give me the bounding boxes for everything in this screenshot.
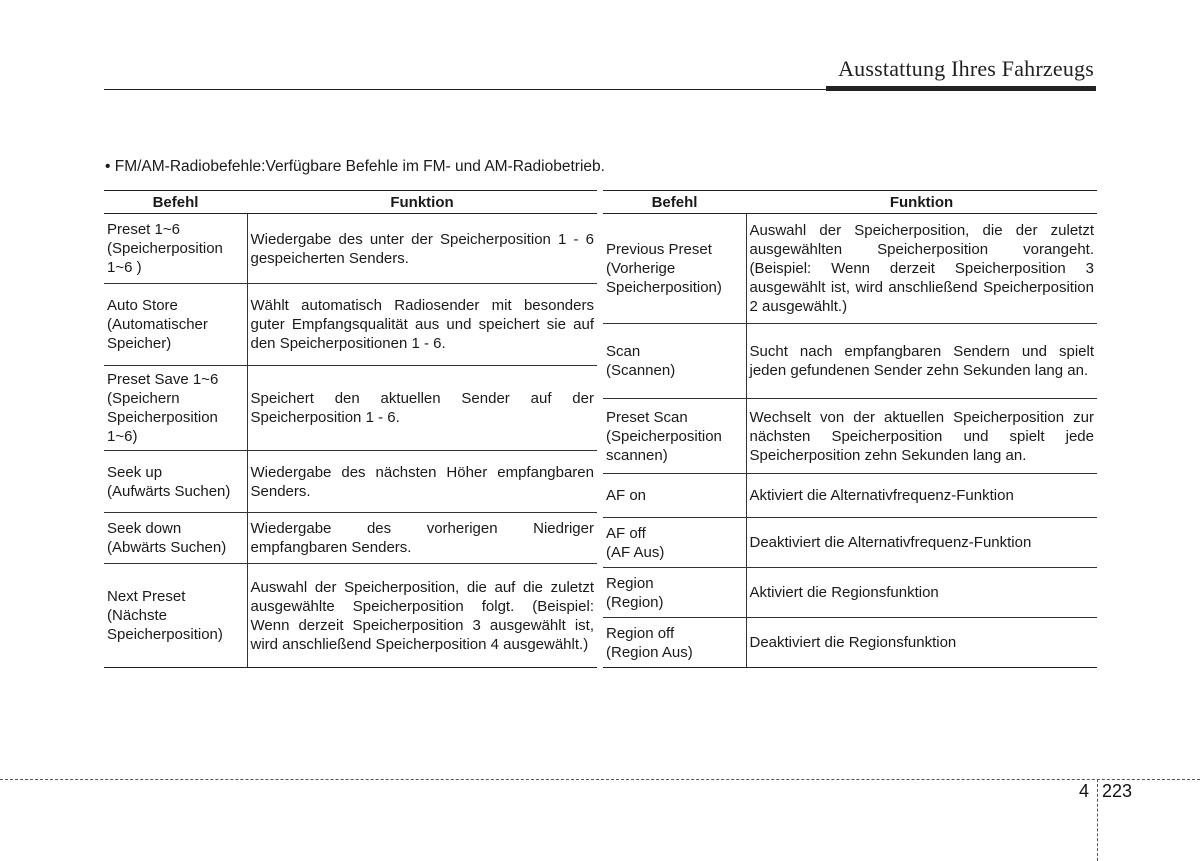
command-cell: Preset 1~6 (Speicherposition 1~6 ): [104, 214, 247, 284]
function-cell: Aktiviert die Regionsfunktion: [746, 568, 1097, 618]
column-header-funktion: Funktion: [746, 191, 1097, 214]
table-row: [104, 214, 597, 284]
function-cell: Wiedergabe des unter der Speicherposition 1 - 6 gespeicherten Senders.: [247, 214, 597, 284]
chapter-number: 4: [1079, 781, 1090, 801]
page-header-title: Ausstattung Ihres Fahrzeugs: [838, 56, 1094, 81]
function-cell: Wählt automatisch Radiosender mit besonders guter Empfangsqualität aus und speichert sie auf den Speicherpositionen 1 - 6.: [247, 284, 597, 366]
table-row: [104, 513, 597, 564]
column-header-befehl: Befehl: [104, 191, 247, 214]
header-rule-accent: [826, 86, 1096, 91]
function-cell: Auswahl der Speicherposition, die der zuletzt ausgewählten Speicherposition vorangeht. (Beispiel: Wenn derzeit Speicherposition 3 ausgewählt ist, wird anschließend Speicherposition 2 ausgewählt.): [746, 214, 1097, 324]
command-cell: Previous Preset (Vorherige Speicherposition): [603, 214, 746, 324]
table-row: [104, 366, 597, 451]
footer-dashed-rule: [0, 779, 1200, 780]
table-row: [603, 518, 1097, 568]
table-header-row: [104, 191, 597, 214]
command-cell: Seek up (Aufwärts Suchen): [104, 451, 247, 513]
table-row: [603, 568, 1097, 618]
command-cell: Region off (Region Aus): [603, 618, 746, 668]
table-row: [104, 451, 597, 513]
command-cell: AF on: [603, 474, 746, 518]
table-row: [603, 474, 1097, 518]
intro-text: • FM/AM-Radiobefehle:Verfügbare Befehle im FM- und AM-Radiobetrieb.: [105, 158, 605, 175]
command-cell: Auto Store (Automatischer Speicher): [104, 284, 247, 366]
table-row: [603, 618, 1097, 668]
function-cell: Wiedergabe des vorherigen Niedriger empfangbaren Senders.: [247, 513, 597, 564]
command-cell: Preset Save 1~6 (Speichern Speicherposition 1~6): [104, 366, 247, 451]
page-number: 223: [1102, 781, 1133, 801]
command-cell: Next Preset (Nächste Speicherposition): [104, 564, 247, 668]
command-cell: AF off (AF Aus): [603, 518, 746, 568]
command-cell: Region (Region): [603, 568, 746, 618]
function-cell: Wiedergabe des nächsten Höher empfangbaren Senders.: [247, 451, 597, 513]
function-cell: Deaktiviert die Regionsfunktion: [746, 618, 1097, 668]
table-row: [104, 564, 597, 668]
footer-dashed-divider: [1097, 779, 1098, 861]
function-cell: Auswahl der Speicherposition, die auf die zuletzt ausgewählte Speicherposition folgt. (Beispiel: Wenn derzeit Speicherposition 3 ausgewählt ist, wird anschließend Speicherposition 4 ausgewählt.): [247, 564, 597, 668]
column-header-funktion: Funktion: [247, 191, 597, 214]
command-cell: Preset Scan (Speicherposition scannen): [603, 399, 746, 474]
command-cell: Scan (Scannen): [603, 324, 746, 399]
command-table-left: [104, 190, 597, 668]
function-cell: Sucht nach empfangbaren Sendern und spielt jeden gefundenen Sender zehn Sekunden lang an.: [746, 324, 1097, 399]
column-header-befehl: Befehl: [603, 191, 746, 214]
table-row: [104, 284, 597, 366]
header-rule: [104, 89, 826, 90]
function-cell: Deaktiviert die Alternativfrequenz-Funktion: [746, 518, 1097, 568]
table-header-row: [603, 191, 1097, 214]
command-table-right: [603, 190, 1097, 668]
command-cell: Seek down (Abwärts Suchen): [104, 513, 247, 564]
function-cell: Speichert den aktuellen Sender auf der Speicherposition 1 - 6.: [247, 366, 597, 451]
function-cell: Wechselt von der aktuellen Speicherposition zur nächsten Speicherposition und spielt jede Speicherposition zehn Sekunden lang an.: [746, 399, 1097, 474]
table-row: [603, 214, 1097, 324]
table-row: [603, 324, 1097, 399]
function-cell: Aktiviert die Alternativfrequenz-Funktion: [746, 474, 1097, 518]
table-row: [603, 399, 1097, 474]
